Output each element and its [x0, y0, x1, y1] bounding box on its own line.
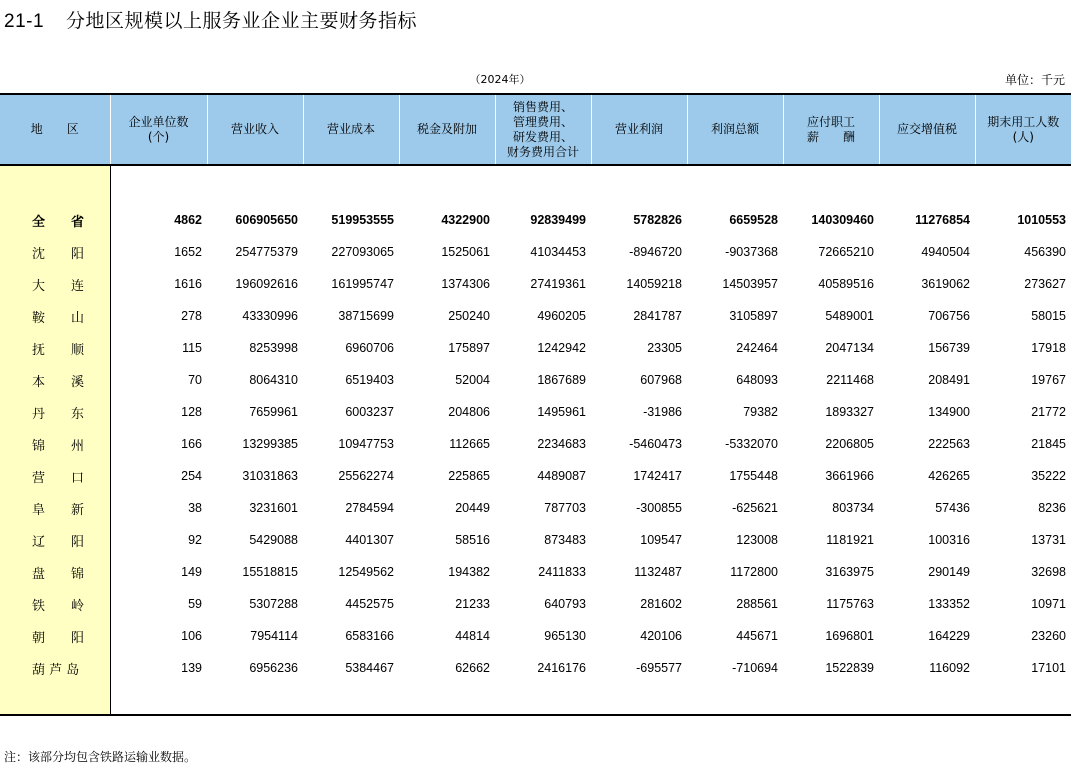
value-cell: 31031863 — [242, 469, 298, 483]
value-cell: 426265 — [928, 469, 970, 483]
value-cell: -710694 — [732, 661, 778, 675]
value-cell: 8064310 — [249, 373, 298, 387]
value-cell: 17918 — [1031, 341, 1066, 355]
value-cell: 4322900 — [441, 213, 490, 227]
total-row — [0, 204, 1071, 236]
value-cell: -8946720 — [629, 245, 682, 259]
value-cell: 1893327 — [825, 405, 874, 419]
value-cell: 106 — [181, 629, 202, 643]
value-cell: 4862 — [174, 213, 202, 227]
value-cell: 254 — [181, 469, 202, 483]
value-cell: 1522839 — [825, 661, 874, 675]
value-cell: 58516 — [455, 533, 490, 547]
value-cell: 52004 — [455, 373, 490, 387]
region-cell: 营 口 — [0, 460, 110, 492]
value-cell: 1181921 — [826, 533, 874, 547]
value-cell: 19767 — [1031, 373, 1066, 387]
value-cell: 161995747 — [331, 277, 394, 291]
value-cell: 35222 — [1031, 469, 1066, 483]
region-cell: 丹 东 — [0, 396, 110, 428]
value-cell: 44814 — [455, 629, 490, 643]
value-cell: 290149 — [928, 565, 970, 579]
value-cell: 21772 — [1031, 405, 1066, 419]
value-cell: 13731 — [1031, 533, 1066, 547]
table-row — [0, 460, 1071, 492]
region-cell: 锦 州 — [0, 428, 110, 460]
value-cell: -625621 — [732, 501, 778, 515]
value-cell: 7954114 — [250, 629, 298, 643]
value-cell: 1742417 — [633, 469, 682, 483]
value-cell: 640793 — [544, 597, 586, 611]
value-cell: 38 — [188, 501, 202, 515]
value-cell: 5782826 — [633, 213, 682, 227]
value-cell: 194382 — [448, 565, 490, 579]
value-cell: 14503957 — [722, 277, 778, 291]
value-cell: 1525061 — [441, 245, 490, 259]
value-cell: 6003237 — [345, 405, 394, 419]
value-cell: 607968 — [640, 373, 682, 387]
value-cell: 15518815 — [242, 565, 298, 579]
value-cell: 164229 — [928, 629, 970, 643]
value-cell: 2206805 — [825, 437, 874, 451]
value-cell: 17101 — [1031, 661, 1066, 675]
value-cell: 25562274 — [338, 469, 394, 483]
value-cell: 3619062 — [921, 277, 970, 291]
value-cell: 156739 — [928, 341, 970, 355]
value-cell — [879, 165, 975, 204]
value-cell: 6659528 — [729, 213, 778, 227]
region-cell: 本 溪 — [0, 364, 110, 396]
value-cell: 2211468 — [826, 373, 874, 387]
region-cell: 抚 顺 — [0, 332, 110, 364]
value-cell — [783, 165, 879, 204]
value-cell — [399, 684, 495, 715]
value-cell: 787703 — [544, 501, 586, 515]
value-cell: 288561 — [736, 597, 778, 611]
value-cell: 21233 — [455, 597, 490, 611]
value-cell: 1755448 — [729, 469, 778, 483]
table-row — [0, 364, 1071, 396]
table-row — [0, 428, 1071, 460]
region-cell: 朝 阳 — [0, 620, 110, 652]
table-row — [0, 492, 1071, 524]
table-row — [0, 652, 1071, 684]
value-cell: 1696801 — [825, 629, 874, 643]
value-cell: 123008 — [736, 533, 778, 547]
value-cell: 109547 — [640, 533, 682, 547]
value-cell — [495, 165, 591, 204]
value-cell: 40589516 — [818, 277, 874, 291]
value-cell: 2416176 — [537, 661, 586, 675]
value-cell: 92 — [188, 533, 202, 547]
value-cell: 1132487 — [634, 565, 682, 579]
table-row — [0, 300, 1071, 332]
value-cell: 4401307 — [345, 533, 394, 547]
value-cell: -31986 — [643, 405, 682, 419]
value-cell: 3231601 — [249, 501, 298, 515]
value-cell: 8236 — [1038, 501, 1066, 515]
header-operating-profit: 营业利润 — [591, 94, 687, 165]
value-cell: 4940504 — [921, 245, 970, 259]
value-cell — [207, 165, 303, 204]
value-cell: 803734 — [832, 501, 874, 515]
value-cell: 4452575 — [345, 597, 394, 611]
value-cell: 2411833 — [538, 565, 586, 579]
value-cell: 13299385 — [242, 437, 298, 451]
header-expenses-total: 销售费用、 管理费用、 研发费用、 财务费用合计 — [495, 94, 591, 165]
value-cell: 115 — [182, 341, 202, 355]
value-cell: 70 — [188, 373, 202, 387]
table-row — [0, 236, 1071, 268]
value-cell: 134900 — [928, 405, 970, 419]
value-cell — [495, 684, 591, 715]
value-cell: -300855 — [636, 501, 682, 515]
value-cell: 281602 — [640, 597, 682, 611]
header-vat-payable: 应交增值税 — [879, 94, 975, 165]
value-cell: 254775379 — [235, 245, 298, 259]
value-cell: 1495961 — [537, 405, 586, 419]
header-employees: 期末用工人数 (人) — [975, 94, 1071, 165]
end-row — [0, 684, 1071, 715]
value-cell: 10947753 — [338, 437, 394, 451]
value-cell: 166 — [181, 437, 202, 451]
header-taxes-surcharges: 税金及附加 — [399, 94, 495, 165]
value-cell — [975, 684, 1071, 715]
value-cell: 4960205 — [537, 309, 586, 323]
value-cell: 58015 — [1031, 309, 1066, 323]
table-row — [0, 588, 1071, 620]
value-cell: 2784594 — [345, 501, 394, 515]
value-cell: 57436 — [935, 501, 970, 515]
value-cell: 250240 — [448, 309, 490, 323]
value-cell: 100316 — [928, 533, 970, 547]
value-cell: -5460473 — [629, 437, 682, 451]
value-cell: 6960706 — [345, 341, 394, 355]
value-cell: 21845 — [1031, 437, 1066, 451]
header-payroll-payable: 应付职工 薪 酬 — [783, 94, 879, 165]
value-cell: 8253998 — [249, 341, 298, 355]
value-cell: 1175763 — [826, 597, 874, 611]
value-cell: 1010553 — [1017, 213, 1066, 227]
header-operating-revenue: 营业收入 — [207, 94, 303, 165]
value-cell: 1616 — [174, 277, 202, 291]
spacer-row — [0, 165, 1071, 204]
region-cell: 辽 阳 — [0, 524, 110, 556]
region-cell: 沈 阳 — [0, 236, 110, 268]
value-cell: 196092616 — [235, 277, 298, 291]
value-cell: 149 — [181, 565, 202, 579]
value-cell: 41034453 — [530, 245, 586, 259]
value-cell: 2841787 — [633, 309, 682, 323]
value-cell — [975, 165, 1071, 204]
value-cell: 2234683 — [537, 437, 586, 451]
value-cell: -9037368 — [725, 245, 778, 259]
value-cell: 175897 — [448, 341, 490, 355]
value-cell: 1374306 — [441, 277, 490, 291]
value-cell: 112665 — [449, 437, 490, 451]
value-cell: 23260 — [1031, 629, 1066, 643]
value-cell: 62662 — [455, 661, 490, 675]
value-cell: 1652 — [174, 245, 202, 259]
value-cell — [783, 684, 879, 715]
header-total-profit: 利润总额 — [687, 94, 783, 165]
value-cell — [110, 684, 207, 715]
value-cell — [303, 165, 399, 204]
value-cell: 222563 — [928, 437, 970, 451]
value-cell: 10971 — [1031, 597, 1066, 611]
value-cell: 1172800 — [730, 565, 778, 579]
unit-label: 单位：千元 — [1004, 73, 1065, 87]
value-cell — [687, 684, 783, 715]
region-cell: 铁 岭 — [0, 588, 110, 620]
region-cell: 盘 锦 — [0, 556, 110, 588]
value-cell: 23305 — [647, 341, 682, 355]
region-cell: 大 连 — [0, 268, 110, 300]
value-cell: 27419361 — [530, 277, 586, 291]
value-cell: 420106 — [640, 629, 682, 643]
value-cell — [591, 165, 687, 204]
value-cell — [303, 684, 399, 715]
value-cell: 606905650 — [235, 213, 298, 227]
table-title: 分地区规模以上服务业企业主要财务指标 — [66, 10, 418, 32]
value-cell: 445671 — [736, 629, 778, 643]
value-cell: 3163975 — [825, 565, 874, 579]
value-cell: 1867689 — [537, 373, 586, 387]
table-header-row — [0, 94, 1071, 165]
value-cell: 32698 — [1031, 565, 1066, 579]
value-cell: 59 — [188, 597, 202, 611]
value-cell — [110, 165, 207, 204]
value-cell: 140309460 — [811, 213, 874, 227]
value-cell: 4489087 — [537, 469, 586, 483]
page-title — [4, 6, 417, 33]
header-region: 地 区 — [0, 94, 110, 165]
value-cell — [399, 165, 495, 204]
value-cell: 5429088 — [249, 533, 298, 547]
value-cell: 278 — [181, 309, 202, 323]
year-label: （2024年） — [469, 73, 531, 86]
value-cell: 14059218 — [626, 277, 682, 291]
table-row — [0, 620, 1071, 652]
region-cell: 阜 新 — [0, 492, 110, 524]
value-cell: 38715699 — [338, 309, 394, 323]
region-cell: 全 省 — [0, 204, 110, 236]
value-cell: 12549562 — [338, 565, 394, 579]
header-enterprise-count: 企业单位数 (个) — [110, 94, 207, 165]
value-cell: 1242942 — [537, 341, 586, 355]
value-cell: 706756 — [928, 309, 970, 323]
value-cell: 11276854 — [915, 213, 970, 227]
value-cell — [207, 684, 303, 715]
value-cell: 2047134 — [825, 341, 874, 355]
value-cell: 873483 — [544, 533, 586, 547]
table-row — [0, 396, 1071, 428]
value-cell: 5384467 — [345, 661, 394, 675]
value-cell: 139 — [181, 661, 202, 675]
value-cell: 227093065 — [331, 245, 394, 259]
table-row — [0, 556, 1071, 588]
region-cell: 葫 芦 岛 — [0, 652, 110, 684]
value-cell: 204806 — [448, 405, 490, 419]
value-cell: 242464 — [736, 341, 778, 355]
value-cell: 3105897 — [729, 309, 778, 323]
financial-indicators-table — [0, 93, 1071, 716]
value-cell: 72665210 — [818, 245, 874, 259]
value-cell: 116092 — [929, 661, 970, 675]
value-cell: 6519403 — [345, 373, 394, 387]
value-cell: 648093 — [736, 373, 778, 387]
value-cell — [879, 684, 975, 715]
value-cell: 79382 — [743, 405, 778, 419]
value-cell: -5332070 — [725, 437, 778, 451]
table-row — [0, 332, 1071, 364]
value-cell: 208491 — [928, 373, 970, 387]
value-cell: 456390 — [1024, 245, 1066, 259]
footnote: 注：该部分均包含铁路运输业数据。 — [4, 750, 197, 764]
value-cell: 20449 — [455, 501, 490, 515]
value-cell — [591, 684, 687, 715]
header-operating-cost: 营业成本 — [303, 94, 399, 165]
value-cell: 128 — [181, 405, 202, 419]
value-cell: 519953555 — [331, 213, 394, 227]
value-cell: 965130 — [544, 629, 586, 643]
region-cell — [0, 165, 110, 204]
value-cell: 7659961 — [249, 405, 298, 419]
value-cell: 43330996 — [242, 309, 298, 323]
table-row — [0, 524, 1071, 556]
table-row — [0, 268, 1071, 300]
value-cell: 6583166 — [345, 629, 394, 643]
value-cell: -695577 — [636, 661, 682, 675]
value-cell: 6956236 — [249, 661, 298, 675]
region-cell: 鞍 山 — [0, 300, 110, 332]
value-cell: 5307288 — [249, 597, 298, 611]
region-cell — [0, 684, 110, 715]
value-cell: 92839499 — [530, 213, 586, 227]
value-cell: 3661966 — [825, 469, 874, 483]
value-cell — [687, 165, 783, 204]
value-cell: 225865 — [448, 469, 490, 483]
value-cell: 5489001 — [825, 309, 874, 323]
value-cell: 133352 — [928, 597, 970, 611]
table-number: 21-1 — [4, 11, 45, 32]
value-cell: 273627 — [1024, 277, 1066, 291]
